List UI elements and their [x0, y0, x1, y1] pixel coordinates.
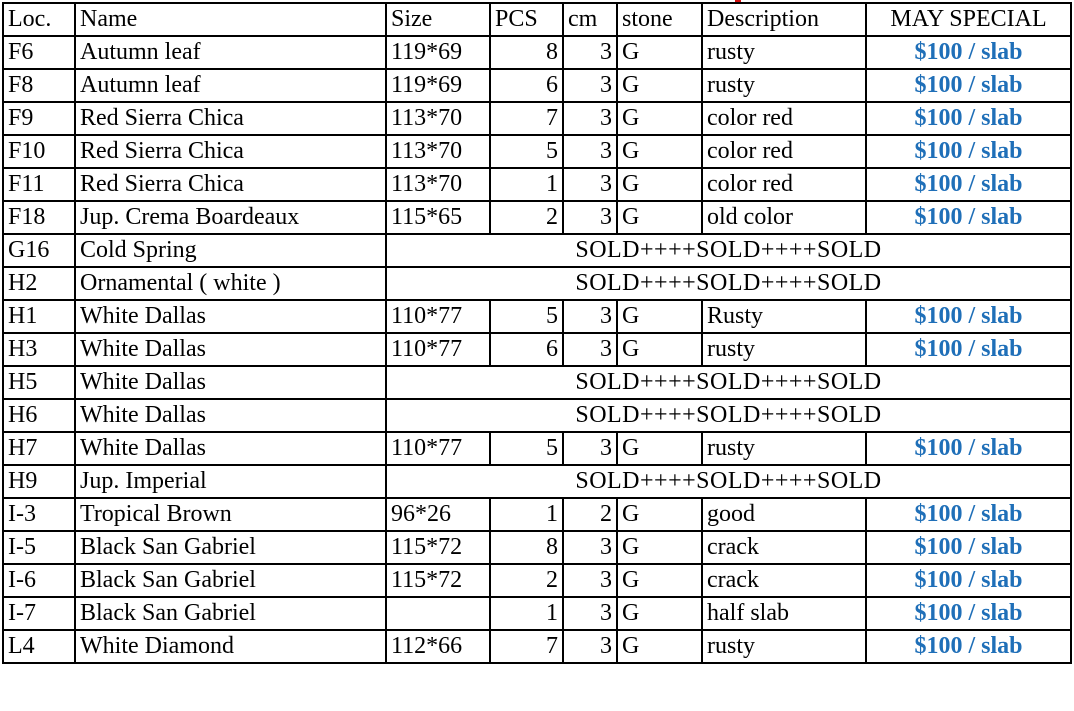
cell-sold-banner: SOLD++++SOLD++++SOLD [386, 465, 1071, 498]
cell-pcs: 1 [490, 168, 563, 201]
cell-name: Jup. Crema Boardeaux [75, 201, 386, 234]
cell-stone: G [617, 333, 702, 366]
cell-loc: I-5 [3, 531, 75, 564]
cell-cm: 3 [563, 300, 617, 333]
cell-loc: I-6 [3, 564, 75, 597]
cell-loc: F11 [3, 168, 75, 201]
cell-stone: G [617, 168, 702, 201]
table-row [3, 498, 1071, 531]
cell-pcs: 2 [490, 564, 563, 597]
cell-sold-banner: SOLD++++SOLD++++SOLD [386, 399, 1071, 432]
cell-pcs: 2 [490, 201, 563, 234]
table-row [3, 465, 1071, 498]
cell-name: Red Sierra Chica [75, 135, 386, 168]
table-row [3, 333, 1071, 366]
header-cm: cm [563, 3, 617, 36]
header-row [3, 3, 1071, 36]
cell-cm: 3 [563, 168, 617, 201]
cell-size: 110*77 [386, 432, 490, 465]
cell-stone: G [617, 201, 702, 234]
cell-description: rusty [702, 36, 866, 69]
table-row [3, 630, 1071, 663]
table-row [3, 267, 1071, 300]
cell-name: White Dallas [75, 366, 386, 399]
cell-description: color red [702, 135, 866, 168]
cell-description: color red [702, 102, 866, 135]
cell-size: 112*66 [386, 630, 490, 663]
cell-loc: F9 [3, 102, 75, 135]
cell-name: Autumn leaf [75, 69, 386, 102]
cell-pcs: 6 [490, 69, 563, 102]
cell-description: old color [702, 201, 866, 234]
cell-loc: H7 [3, 432, 75, 465]
cell-stone: G [617, 36, 702, 69]
cell-loc: H2 [3, 267, 75, 300]
cell-price: $100 / slab [866, 69, 1071, 102]
cell-price: $100 / slab [866, 168, 1071, 201]
cell-pcs: 1 [490, 597, 563, 630]
cell-size: 115*72 [386, 564, 490, 597]
cell-cm: 3 [563, 36, 617, 69]
cell-description: rusty [702, 333, 866, 366]
cell-pcs: 8 [490, 36, 563, 69]
header-loc: Loc. [3, 3, 75, 36]
table-row [3, 69, 1071, 102]
table-row [3, 366, 1071, 399]
cell-size: 113*70 [386, 168, 490, 201]
header-name: Name [75, 3, 386, 36]
cell-cm: 3 [563, 564, 617, 597]
cell-size: 113*70 [386, 102, 490, 135]
cell-name: Black San Gabriel [75, 564, 386, 597]
table-row [3, 300, 1071, 333]
cell-description: rusty [702, 69, 866, 102]
header-size: Size [386, 3, 490, 36]
cell-loc: F6 [3, 36, 75, 69]
cell-loc: F10 [3, 135, 75, 168]
cell-name: Autumn leaf [75, 36, 386, 69]
cell-description: half slab [702, 597, 866, 630]
cell-stone: G [617, 135, 702, 168]
cell-loc: H3 [3, 333, 75, 366]
table-row [3, 201, 1071, 234]
cell-name: Jup. Imperial [75, 465, 386, 498]
table-row [3, 597, 1071, 630]
cell-cm: 3 [563, 102, 617, 135]
cell-size: 115*65 [386, 201, 490, 234]
cell-name: Red Sierra Chica [75, 102, 386, 135]
cell-pcs: 7 [490, 102, 563, 135]
cell-loc: I-3 [3, 498, 75, 531]
cell-pcs: 5 [490, 432, 563, 465]
cell-cm: 3 [563, 597, 617, 630]
cell-pcs: 7 [490, 630, 563, 663]
table-row [3, 399, 1071, 432]
cell-description: Rusty [702, 300, 866, 333]
table-row [3, 432, 1071, 465]
table-row [3, 168, 1071, 201]
header-stone: stone [617, 3, 702, 36]
cell-price: $100 / slab [866, 564, 1071, 597]
header-description: Description [702, 3, 866, 36]
cell-pcs: 1 [490, 498, 563, 531]
cell-stone: G [617, 564, 702, 597]
header-pcs: PCS [490, 3, 563, 36]
cell-price: $100 / slab [866, 201, 1071, 234]
cell-cm: 3 [563, 135, 617, 168]
cell-cm: 3 [563, 531, 617, 564]
cell-description: rusty [702, 630, 866, 663]
cell-pcs: 5 [490, 300, 563, 333]
cell-cm: 3 [563, 201, 617, 234]
cell-loc: H6 [3, 399, 75, 432]
cell-price: $100 / slab [866, 597, 1071, 630]
cell-name: Black San Gabriel [75, 597, 386, 630]
cell-price: $100 / slab [866, 300, 1071, 333]
cell-cm: 2 [563, 498, 617, 531]
cell-stone: G [617, 300, 702, 333]
cell-size: 119*69 [386, 36, 490, 69]
cell-name: White Dallas [75, 333, 386, 366]
cell-price: $100 / slab [866, 432, 1071, 465]
cell-sold-banner: SOLD++++SOLD++++SOLD [386, 267, 1071, 300]
cell-name: White Diamond [75, 630, 386, 663]
cell-stone: G [617, 597, 702, 630]
cell-loc: F18 [3, 201, 75, 234]
cell-price: $100 / slab [866, 498, 1071, 531]
cell-size: 110*77 [386, 300, 490, 333]
cell-loc: H5 [3, 366, 75, 399]
cell-name: White Dallas [75, 300, 386, 333]
cell-loc: F8 [3, 69, 75, 102]
cell-pcs: 8 [490, 531, 563, 564]
cell-stone: G [617, 498, 702, 531]
table-row [3, 102, 1071, 135]
cell-loc: I-7 [3, 597, 75, 630]
cell-description: good [702, 498, 866, 531]
cell-size [386, 597, 490, 630]
inventory-table [2, 2, 1072, 664]
cell-stone: G [617, 432, 702, 465]
cell-size: 96*26 [386, 498, 490, 531]
cell-cm: 3 [563, 333, 617, 366]
cell-stone: G [617, 630, 702, 663]
cell-description: crack [702, 564, 866, 597]
table-row [3, 564, 1071, 597]
cell-sold-banner: SOLD++++SOLD++++SOLD [386, 234, 1071, 267]
cell-pcs: 6 [490, 333, 563, 366]
cell-price: $100 / slab [866, 36, 1071, 69]
table-row [3, 135, 1071, 168]
cell-stone: G [617, 531, 702, 564]
cell-size: 113*70 [386, 135, 490, 168]
cell-price: $100 / slab [866, 102, 1071, 135]
cell-cm: 3 [563, 432, 617, 465]
cell-sold-banner: SOLD++++SOLD++++SOLD [386, 366, 1071, 399]
table-body [3, 36, 1071, 663]
cell-pcs: 5 [490, 135, 563, 168]
cell-description: crack [702, 531, 866, 564]
table-row [3, 36, 1071, 69]
cell-name: Black San Gabriel [75, 531, 386, 564]
cell-name: Red Sierra Chica [75, 168, 386, 201]
cell-loc: H1 [3, 300, 75, 333]
cell-price: $100 / slab [866, 333, 1071, 366]
cell-name: White Dallas [75, 399, 386, 432]
cell-size: 115*72 [386, 531, 490, 564]
cell-name: Cold Spring [75, 234, 386, 267]
cell-name: Tropical Brown [75, 498, 386, 531]
cell-loc: L4 [3, 630, 75, 663]
cell-name: Ornamental ( white ) [75, 267, 386, 300]
cell-stone: G [617, 69, 702, 102]
cell-description: color red [702, 168, 866, 201]
cell-price: $100 / slab [866, 135, 1071, 168]
cell-price: $100 / slab [866, 630, 1071, 663]
cell-stone: G [617, 102, 702, 135]
cell-size: 110*77 [386, 333, 490, 366]
table-row [3, 234, 1071, 267]
cell-loc: H9 [3, 465, 75, 498]
cell-loc: G16 [3, 234, 75, 267]
cell-description: rusty [702, 432, 866, 465]
cell-name: White Dallas [75, 432, 386, 465]
cell-price: $100 / slab [866, 531, 1071, 564]
cell-cm: 3 [563, 630, 617, 663]
cell-size: 119*69 [386, 69, 490, 102]
table-row [3, 531, 1071, 564]
header-special: MAY SPECIAL [866, 3, 1071, 36]
cell-cm: 3 [563, 69, 617, 102]
